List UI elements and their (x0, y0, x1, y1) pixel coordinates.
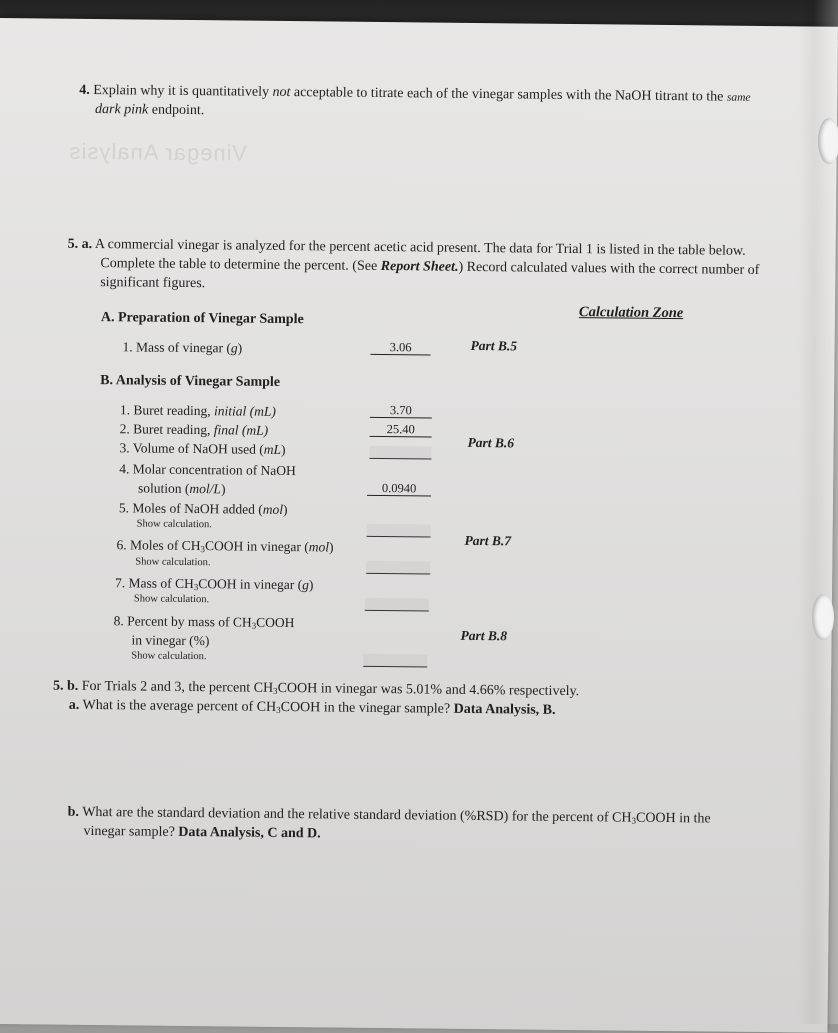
buret-initial-value: 3.70 (370, 403, 432, 419)
q5a-number: 5. (67, 236, 79, 252)
bleed-through-text: Vinegar Analysis (68, 138, 247, 166)
volume-naoh-unit: mL (263, 441, 282, 457)
q4-number: 4. (79, 82, 90, 98)
q5a-letter: a. (81, 236, 93, 252)
q5b-b-text-b: COOH in the (635, 810, 711, 827)
part-b7-label: Part B.7 (464, 532, 512, 549)
buret-initial-label: 1. Buret reading, (119, 402, 215, 419)
q5a-text-2a: Complete the table to determine the percent. (See (100, 256, 381, 274)
binder-hole-middle (812, 594, 834, 640)
paren: ) (237, 340, 243, 356)
q4-dark-pink: dark pink (94, 102, 149, 118)
paren: ) (280, 441, 286, 458)
q4-text-a: Explain why it is quantitatively (93, 82, 273, 100)
paren: ) (308, 577, 314, 593)
section-b-item-6 (116, 537, 333, 555)
section-b-item-7 (115, 575, 314, 593)
section-b-item-4: 4. Molar concentration of NaOH (119, 461, 296, 479)
q4-text-b: acceptable to titrate each of the vinegar samples with the NaOH titrant to the (290, 85, 728, 105)
mass-vinegar-unit: g (230, 340, 238, 356)
show-calculation-6: Show calculation. (135, 556, 211, 569)
show-calculation-8: Show calculation. (131, 650, 207, 663)
show-calculation-7: Show calculation. (133, 593, 210, 606)
section-b-item-2 (120, 421, 269, 439)
mass-vinegar-label: 1. Mass of vinegar ( (122, 339, 231, 356)
q5b-a-text: What is the average percent of CH (82, 697, 277, 715)
worksheet-page (0, 18, 838, 1033)
q5b-b-letter: b. (67, 804, 80, 820)
moles-acid-label-b: COOH in vinegar ( (204, 538, 309, 555)
q5b-b-bold: Data Analysis, C and D. (178, 824, 321, 842)
section-b-item-5 (119, 500, 288, 518)
part-b6-label: Part B.6 (467, 434, 515, 451)
part-b5-label: Part B.5 (470, 337, 518, 354)
moles-naoh-blank[interactable] (367, 524, 431, 538)
calculation-zone-heading: Calculation Zone (578, 304, 684, 322)
section-b-item-3 (119, 440, 285, 458)
q5b-a-text-b: COOH in the vinegar sample? (280, 699, 454, 717)
mass-acid-blank[interactable] (365, 598, 429, 612)
q5b-label: 5. b. (52, 678, 79, 694)
q5b-text-a: For Trials 2 and 3, the percent CH (81, 678, 274, 696)
mass-acid-unit: g (302, 577, 310, 593)
molar-conc-value: 0.0940 (367, 481, 431, 497)
subscript-3: 3 (251, 620, 257, 631)
subscript-3: 3 (273, 685, 278, 696)
molar-conc-label: solution ( (138, 480, 190, 497)
q5b-b-line2 (83, 824, 320, 842)
volume-naoh-label: 3. Volume of NaOH used ( (119, 440, 264, 457)
q5b-a-letter: a. (68, 697, 80, 713)
percent-mass-label-a: 8. Percent by mass of CH (113, 613, 252, 630)
buret-final-value: 25.40 (370, 422, 432, 438)
volume-naoh-blank[interactable] (369, 446, 431, 460)
q4-text-not: not (272, 84, 291, 101)
section-a-heading: A. Preparation of Vinegar Sample (100, 310, 304, 328)
moles-acid-unit: mol (308, 539, 330, 555)
section-b-item-8 (114, 613, 295, 631)
buret-initial-unit: initial (mL) (213, 403, 276, 419)
subscript-3: 3 (276, 704, 281, 715)
q5b-b-line2-text: vinegar sample? (83, 823, 179, 840)
paren: ) (220, 481, 226, 497)
moles-acid-label-a: 6. Moles of CH (116, 537, 201, 554)
q5b-line1 (53, 679, 579, 701)
show-calculation-5: Show calculation. (136, 518, 212, 531)
q5a-text-1: A commercial vinegar is analyzed for the percent acetic acid present. The data for Trial 1 is listed in the table below. (94, 237, 746, 259)
molar-conc-unit: mol/L (189, 481, 222, 497)
moles-naoh-label: 5. Moles of NaOH added ( (118, 500, 263, 517)
subscript-3: 3 (193, 582, 199, 593)
q5b-b-text: What are the standard deviation and the relative standard deviation (%RSD) for the percent of CH (82, 804, 632, 826)
q5b-a-line (69, 698, 556, 719)
percent-mass-label-b: COOH (256, 614, 295, 631)
mass-vinegar-value: 3.06 (370, 340, 430, 356)
q5a-report-sheet: Report Sheet. (380, 259, 459, 275)
q4-endpoint: endpoint. (148, 102, 205, 119)
q4-text-same: same (726, 91, 751, 104)
buret-final-label: 2. Buret reading, (119, 421, 214, 438)
section-b-heading: B. Analysis of Vinegar Sample (100, 373, 281, 390)
paren: ) (329, 539, 334, 555)
q5a-text-2c: ) Record calculated values with the correct number of (458, 259, 760, 278)
part-b8-label: Part B.8 (460, 627, 508, 644)
mass-acid-label-b: COOH in vinegar ( (198, 576, 303, 593)
q5a-line3: significant figures. (100, 275, 206, 292)
subscript-3: 3 (631, 815, 637, 826)
percent-mass-blank[interactable] (363, 654, 427, 668)
moles-naoh-unit: mol (262, 501, 284, 517)
section-a-item-1 (122, 339, 242, 356)
binder-hole-top (818, 118, 838, 164)
q5b-a-bold: Data Analysis, B. (453, 701, 556, 718)
section-b-item-8-line2: in vinegar (%) (131, 632, 210, 649)
q4-line2 (95, 102, 204, 119)
buret-final-unit: final (mL) (213, 422, 269, 438)
section-b-item-4-line2 (138, 480, 226, 497)
mass-acid-label-a: 7. Mass of CH (115, 575, 194, 592)
moles-acid-blank[interactable] (366, 561, 430, 575)
paren: ) (283, 501, 288, 518)
section-b-item-1 (120, 402, 276, 420)
subscript-3: 3 (200, 544, 206, 555)
q5b-text-b: COOH in vinegar was 5.01% and 4.66% respectively. (277, 680, 580, 700)
